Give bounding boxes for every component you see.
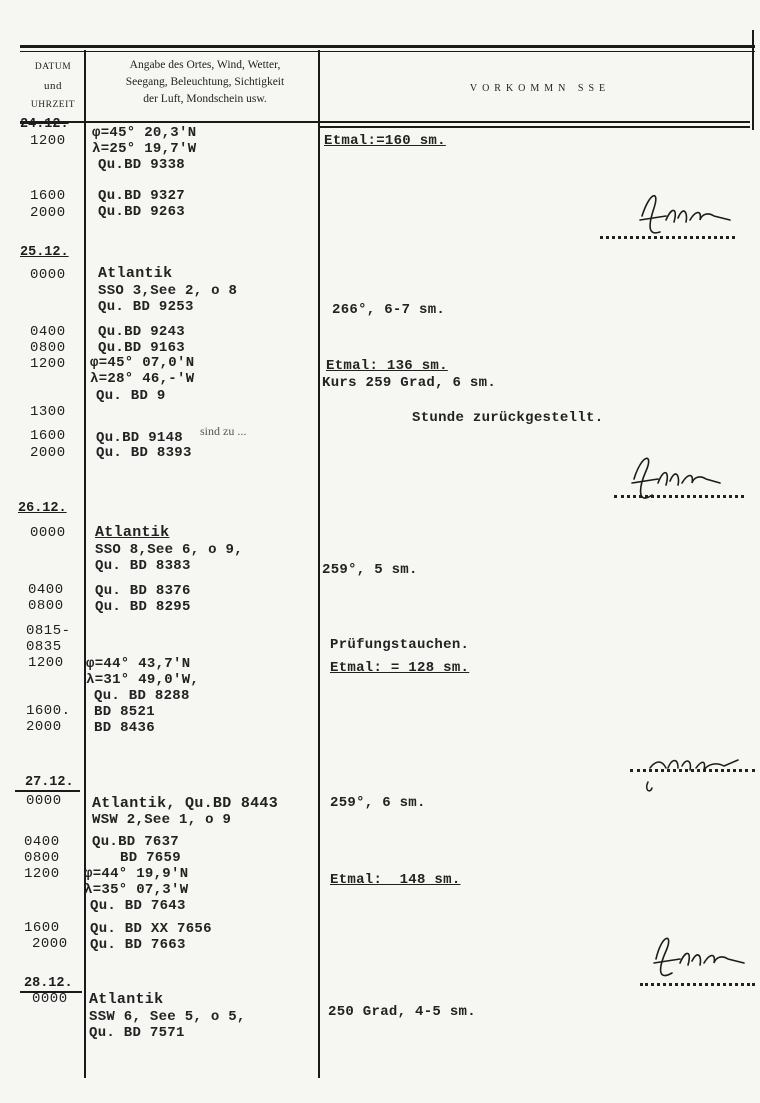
time: 0800 (28, 598, 64, 614)
position-entry: Qu. BD 7663 (90, 937, 186, 953)
time: 0400 (30, 324, 66, 340)
position-entry: Qu. BD XX 7656 (90, 921, 212, 937)
time: 0000 (32, 991, 68, 1007)
time: 0835 (26, 639, 62, 655)
time: 1200 (30, 133, 66, 149)
col-divider-1 (84, 50, 86, 1078)
time: 1200 (30, 356, 66, 372)
handwritten-signature (620, 186, 760, 246)
position-entry: Qu. BD 8393 (96, 445, 192, 461)
time: 0815- (26, 623, 71, 639)
header-datum-line1: DATUM (34, 62, 72, 72)
position-entry: WSW 2,See 1, o 9 (92, 812, 232, 828)
time: 0000 (26, 793, 62, 809)
position-entry: λ=31° 49,0'W, (86, 672, 200, 688)
header-angabe-line2: Seegang, Beleuchtung, Sichtigkeit (125, 76, 285, 88)
time: 1600 (24, 920, 60, 936)
position-entry: φ=45° 20,3'N (92, 125, 197, 141)
position-entry: Qu. BD 7643 (90, 898, 186, 914)
handwritten-signature (630, 925, 760, 985)
time: 0000 (30, 267, 66, 283)
event-entry: 259°, 6 sm. (330, 795, 426, 811)
position-entry: BD 8521 (94, 704, 155, 720)
position-entry: Qu.BD 9327 (98, 188, 186, 204)
position-entry: Qu.BD 7637 (92, 834, 180, 850)
time: 2000 (30, 205, 66, 221)
position-entry: λ=28° 46,-'W (90, 371, 195, 387)
time: 1200 (24, 866, 60, 882)
header-vorkommnisse: VORKOMMN SSE (469, 83, 611, 94)
event-entry: Etmal:=160 sm. (324, 133, 446, 149)
event-entry: Etmal: = 128 sm. (330, 660, 470, 676)
time: 0400 (28, 582, 64, 598)
date-24-12: 24.12. (20, 117, 69, 132)
position-entry: SSW 6, See 5, o 5, (89, 1009, 246, 1025)
time: 2000 (30, 445, 66, 461)
top-rule (20, 45, 755, 48)
header-datum-line2: und (44, 80, 62, 92)
handwritten-signature (610, 447, 750, 507)
position-entry: BD 7659 (120, 850, 181, 866)
event-entry: Kurs 259 Grad, 6 sm. (322, 375, 497, 391)
position-entry: Qu. BD 7571 (89, 1025, 185, 1041)
position-entry: φ=45° 07,0'N (90, 355, 195, 371)
position-entry: Qu.BD 9263 (98, 204, 186, 220)
time: 0800 (30, 340, 66, 356)
header-bottom-rule (20, 121, 750, 123)
position-entry: φ=44° 43,7'N (86, 656, 191, 672)
position-entry: Atlantik, Qu.BD 8443 (92, 795, 279, 812)
position-entry: Atlantik (98, 265, 173, 282)
position-entry: Qu. BD 9253 (98, 299, 194, 315)
time: 1600. (26, 703, 71, 719)
event-entry: 266°, 6-7 sm. (332, 302, 446, 318)
date-25-12: 25.12. (20, 245, 69, 260)
event-entry: Prüfungstauchen. (330, 637, 470, 653)
handwritten-signature (620, 738, 760, 798)
position-entry: Qu. BD 9 (96, 388, 166, 404)
header-datum (22, 58, 84, 115)
date-27-12: 27.12. (25, 775, 74, 790)
event-entry: Etmal: 136 sm. (326, 358, 448, 374)
position-entry: λ=25° 19,7'W (92, 141, 197, 157)
position-entry: Qu.BD 9163 (98, 340, 186, 356)
position-entry: BD 8436 (94, 720, 155, 736)
header-angabe-line3: der Luft, Mondschein usw. (143, 93, 267, 105)
time: 1300 (30, 404, 66, 420)
event-entry: Stunde zurückgestellt. (412, 410, 604, 426)
time: 2000 (26, 719, 62, 735)
right-edge (752, 30, 754, 130)
time: 1600 (30, 428, 66, 444)
time: 1600 (30, 188, 66, 204)
date-28-12: 28.12. (24, 976, 73, 991)
header-angabe-line1: Angabe des Ortes, Wind, Wetter, (129, 59, 281, 71)
date-27-rule (15, 790, 80, 792)
time: 0400 (24, 834, 60, 850)
position-entry: Atlantik (95, 524, 170, 541)
position-entry: Qu. BD 8383 (95, 558, 191, 574)
time: 0800 (24, 850, 60, 866)
position-entry: SSO 8,See 6, o 9, (95, 542, 243, 558)
position-entry: φ=44° 19,9'N (84, 866, 189, 882)
event-entry: Etmal: 148 sm. (330, 872, 461, 888)
position-entry: λ=35° 07,3'W (84, 882, 189, 898)
position-entry: Qu.BD 9243 (98, 324, 186, 340)
position-entry: Qu. BD 8376 (95, 583, 191, 599)
time: 0000 (30, 525, 66, 541)
date-26-12: 26.12. (18, 501, 67, 516)
header-datum-line3: UHRZEIT (30, 100, 76, 110)
position-entry: SSO 3,See 2, o 8 (98, 283, 238, 299)
header-angabe (90, 57, 320, 108)
time: 2000 (32, 936, 68, 952)
position-entry: Qu. BD 8288 (94, 688, 190, 704)
position-entry: Atlantik (89, 991, 164, 1008)
position-entry: Qu.BD 9148 (96, 430, 184, 446)
header-bottom-rule-2 (320, 126, 750, 128)
position-entry: Qu.BD 9338 (98, 157, 186, 173)
faint-overtype: sind zu ... (200, 424, 247, 438)
event-entry: 259°, 5 sm. (322, 562, 418, 578)
time: 1200 (28, 655, 64, 671)
col-divider-2 (318, 50, 320, 1078)
top-rule-thin (20, 51, 755, 52)
position-entry: Qu. BD 8295 (95, 599, 191, 615)
event-entry: 250 Grad, 4-5 sm. (328, 1004, 476, 1020)
